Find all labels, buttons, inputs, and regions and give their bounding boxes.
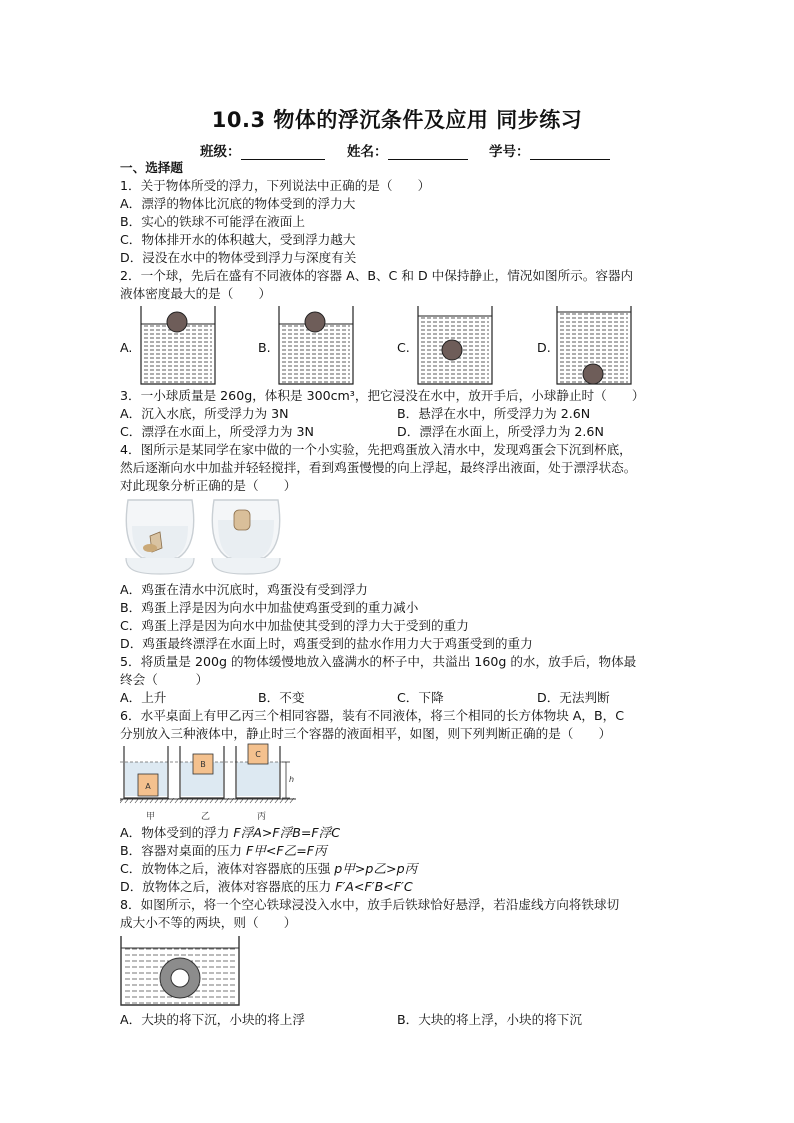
- q8-option-b: B．大块的将上浮，小块的将下沉: [397, 1012, 582, 1027]
- table-hatch-mark: [195, 798, 199, 803]
- class-field: [200, 140, 325, 160]
- table-hatch-mark: [245, 798, 249, 803]
- q6-table-hatch: [120, 798, 300, 804]
- table-hatch-mark: [155, 798, 159, 803]
- q1-option-d: D．浸没在水中的物体受到浮力与深度有关: [120, 250, 357, 265]
- q3-stem: 3．一小球质量是 260g，体积是 300cm³，把它浸没在水中，放开手后，小球静止时（ ）: [120, 388, 645, 403]
- q4-stem-line2: 然后逐渐向水中加盐并轻轻搅拌，看到鸡蛋慢慢的向上浮起，最终浮出液面，处于漂浮状态。: [120, 460, 637, 475]
- q1-option-b: B．实心的铁球不可能浮在液面上: [120, 214, 305, 229]
- q2-stem-line1: 2．一个球，先后在盛有不同液体的容器 A、B、C 和 D 中保持静止，情况如图所示。容器内: [120, 268, 634, 283]
- q6-stem-line2: 分别放入三种液体中，静止时三个容器的液面相平，如图，则下列判断正确的是（ ）: [120, 726, 612, 741]
- table-hatch-mark: [140, 798, 144, 803]
- table-hatch-mark: [240, 798, 244, 803]
- q4-stem-line3: 对此现象分析正确的是（ ）: [120, 478, 297, 493]
- table-hatch-mark: [280, 798, 284, 803]
- q2-figure-a: [138, 304, 218, 386]
- q2-label-d: D.: [537, 340, 551, 355]
- q6-option-d-text: D．放物体之后，液体对容器底的压力: [120, 879, 336, 894]
- q4-glass-sunk-figure: [120, 496, 200, 576]
- q8-stem-line2: 成大小不等的两块，则（ ）: [120, 915, 297, 930]
- q5-option-d: D．无法判断: [537, 690, 610, 705]
- q6-block-c-label: C: [255, 750, 261, 759]
- table-hatch-mark: [130, 798, 134, 803]
- q1-stem: 1．关于物体所受的浮力，下列说法中正确的是（ ）: [120, 178, 431, 193]
- id-label: 学号：: [489, 144, 530, 160]
- q8-figure: [118, 934, 242, 1008]
- q6-option-a: [120, 824, 340, 842]
- q6-container-jia: 甲: [146, 812, 156, 822]
- table-hatch-mark: [165, 798, 169, 803]
- q5-option-b: B．不变: [258, 690, 305, 705]
- table-hatch-mark: [190, 798, 194, 803]
- class-label: 班级：: [200, 144, 241, 160]
- q6-option-d: [120, 878, 413, 896]
- table-hatch-mark: [250, 798, 254, 803]
- section-heading: 一、选择题: [120, 160, 183, 175]
- q6-stem-line1: 6．水平桌面上有甲乙丙三个相同容器，装有不同液体，将三个相同的长方体物块 A，B，C: [120, 708, 625, 723]
- q6-option-b: [120, 842, 327, 860]
- q3-option-c: C．漂浮在水面上，所受浮力为 3N: [120, 424, 314, 439]
- table-hatch-mark: [200, 798, 204, 803]
- table-hatch-mark: [170, 798, 174, 803]
- table-hatch-mark: [285, 798, 289, 803]
- table-hatch-mark: [220, 798, 224, 803]
- table-hatch-mark: [265, 798, 269, 803]
- q2-figure-b: [276, 304, 356, 386]
- q6-option-c-text: C．放物体之后，液体对容器底的压强: [120, 861, 335, 876]
- class-blank: [241, 145, 325, 160]
- table-hatch-mark: [175, 798, 179, 803]
- id-field: [489, 140, 610, 160]
- name-blank: [388, 145, 468, 160]
- table-hatch-mark: [235, 798, 239, 803]
- name-label: 姓名：: [347, 144, 388, 160]
- q4-glass-floating-figure: [206, 496, 286, 576]
- table-hatch-mark: [230, 798, 234, 803]
- id-blank: [530, 145, 610, 160]
- q4-stem-line1: 4．图所示是某同学在家中做的一个小实验，先把鸡蛋放入清水中，发现鸡蛋会下沉到杯底，: [120, 442, 632, 457]
- q6-option-b-text: B．容器对桌面的压力: [120, 843, 246, 858]
- table-hatch-mark: [275, 798, 279, 803]
- table-hatch-mark: [120, 798, 124, 803]
- q1-option-a: A．漂浮的物体比沉底的物体受到的浮力大: [120, 196, 356, 211]
- q4-option-a: A．鸡蛋在清水中沉底时，鸡蛋没有受到浮力: [120, 582, 368, 597]
- table-hatch-mark: [215, 798, 219, 803]
- table-hatch-mark: [255, 798, 259, 803]
- q2-label-b: B.: [258, 340, 271, 355]
- table-hatch-mark: [205, 798, 209, 803]
- table-hatch-mark: [270, 798, 274, 803]
- q6-block-a-label: A: [145, 782, 151, 791]
- table-hatch-mark: [160, 798, 164, 803]
- table-hatch-mark: [210, 798, 214, 803]
- q4-option-b: B．鸡蛋上浮是因为向水中加盐使鸡蛋受到的重力减小: [120, 600, 419, 615]
- q2-figure-d: [554, 304, 634, 386]
- q5-stem-line2: 终会（ ）: [120, 672, 209, 687]
- table-hatch-mark: [150, 798, 154, 803]
- table-hatch-mark: [185, 798, 189, 803]
- name-field: [347, 140, 468, 160]
- table-hatch-mark: [260, 798, 264, 803]
- page-title: 10.3 物体的浮沉条件及应用 同步练习: [211, 108, 583, 132]
- q2-label-a: A.: [120, 340, 133, 355]
- q3-option-b: B．悬浮在水中，所受浮力为 2.6N: [397, 406, 591, 421]
- q5-stem-line1: 5．将质量是 200g 的物体缓慢地放入盛满水的杯子中，共溢出 160g 的水，放手后，物体最: [120, 654, 637, 669]
- q4-option-d: D．鸡蛋最终漂浮在水面上时，鸡蛋受到的盐水作用力大于鸡蛋受到的重力: [120, 636, 533, 651]
- q1-option-c: C．物体排开水的体积越大，受到浮力越大: [120, 232, 356, 247]
- table-hatch-mark: [180, 798, 184, 803]
- q5-option-c: C．下降: [397, 690, 444, 705]
- q8-stem-line1: 8．如图所示，将一个空心铁球浸没入水中，放手后铁球恰好悬浮，若沿虚线方向将铁球切: [120, 897, 620, 912]
- table-hatch-mark: [225, 798, 229, 803]
- q6-option-b-formula: F甲<F乙=F丙: [246, 843, 327, 858]
- q6-option-a-text: A．物体受到的浮力: [120, 825, 234, 840]
- q6-option-a-formula: F浮A>F浮B=F浮C: [233, 825, 341, 840]
- q8-option-a: A．大块的将下沉，小块的将上浮: [120, 1012, 305, 1027]
- q2-stem-line2: 液体密度最大的是（ ）: [120, 286, 272, 301]
- q6-container-bing: 丙: [257, 812, 267, 822]
- q2-figure-c: [415, 304, 495, 386]
- table-hatch-mark: [135, 798, 139, 803]
- q2-label-c: C.: [397, 340, 410, 355]
- q6-container-yi: 乙: [201, 812, 211, 822]
- q5-option-a: A．上升: [120, 690, 167, 705]
- q6-option-c-formula: p甲>p乙>p丙: [334, 861, 418, 876]
- table-hatch-mark: [125, 798, 129, 803]
- q3-option-a: A．沉入水底，所受浮力为 3N: [120, 406, 289, 421]
- q6-option-d-formula: F′A<F′B<F′C: [335, 879, 413, 894]
- table-hatch-mark: [290, 798, 294, 803]
- q4-option-c: C．鸡蛋上浮是因为向水中加盐使其受到的浮力大于受到的重力: [120, 618, 469, 633]
- table-hatch-mark: [145, 798, 149, 803]
- q6-option-c: [120, 860, 417, 878]
- q3-option-d: D．漂浮在水面上，所受浮力为 2.6N: [397, 424, 604, 439]
- q6-block-b-label: B: [200, 760, 206, 769]
- q6-height-label: h: [289, 775, 295, 784]
